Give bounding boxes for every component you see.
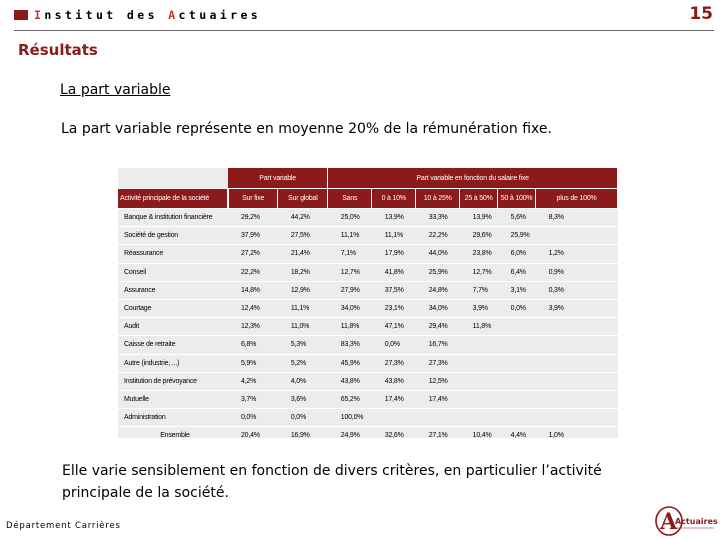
table-cell: 17,4% xyxy=(416,390,460,408)
table-row xyxy=(118,245,618,263)
column-header: plus de 100% xyxy=(536,189,618,209)
table-cell: 1,0% xyxy=(536,427,618,445)
table-cell xyxy=(416,409,460,427)
column-header: Sans xyxy=(328,189,372,209)
table-cell: 13,9% xyxy=(372,209,416,227)
subtitle: La part variable xyxy=(60,82,171,98)
table-cell: 65,2% xyxy=(328,390,372,408)
group-header-part-variable: Part variable xyxy=(228,168,328,189)
table-cell: 0,0% xyxy=(498,299,536,317)
table-cell: 13,9% xyxy=(460,209,498,227)
table-cell: 0,0% xyxy=(278,409,328,427)
logo-wordmark: Actuaires xyxy=(675,517,718,526)
table-cell: 34,0% xyxy=(416,299,460,317)
row-label: Audit xyxy=(118,318,228,336)
row-label: Caisse de retraite xyxy=(118,336,228,354)
row-label: Assurance xyxy=(118,281,228,299)
table-row xyxy=(118,263,618,281)
row-label: Réassurance xyxy=(118,245,228,263)
table-cell: 45,9% xyxy=(328,354,372,372)
table-row xyxy=(118,227,618,245)
table-cell xyxy=(498,372,536,390)
table-cell: 43,8% xyxy=(372,372,416,390)
intro-text: La part variable représente en moyenne 20% de la rémunération fixe. xyxy=(61,121,552,137)
row-label: Conseil xyxy=(118,263,228,281)
table-cell: 11,8% xyxy=(460,318,498,336)
table-cell: 11,1% xyxy=(372,227,416,245)
row-label: Ensemble xyxy=(118,427,228,445)
table-cell: 27,2% xyxy=(228,245,278,263)
row-label: Administration xyxy=(118,409,228,427)
header-logo-mark xyxy=(14,10,28,20)
table-cell: 12,5% xyxy=(416,372,460,390)
table-cell: 47,1% xyxy=(372,318,416,336)
row-label: Courtage xyxy=(118,299,228,317)
table-cell: 12,9% xyxy=(278,281,328,299)
results-table-panel xyxy=(118,168,618,438)
table-cell: 0,3% xyxy=(536,281,618,299)
column-header: Sur fixe xyxy=(228,189,278,209)
table-cell: 5,9% xyxy=(228,354,278,372)
table-cell: 5,2% xyxy=(278,354,328,372)
table-cell xyxy=(536,354,618,372)
table-cell: 3,6% xyxy=(278,390,328,408)
table-row xyxy=(118,318,618,336)
table-cell: 27,9% xyxy=(328,281,372,299)
table-cell: 16,9% xyxy=(278,427,328,445)
row-label: Banque & institution financière xyxy=(118,209,228,227)
table-cell xyxy=(536,227,618,245)
table-cell: 7,7% xyxy=(460,281,498,299)
table-cell xyxy=(536,390,618,408)
column-header: 50 à 100% xyxy=(498,189,536,209)
table-row xyxy=(118,390,618,408)
column-header: 25 à 50% xyxy=(460,189,498,209)
table-cell: 0,9% xyxy=(536,263,618,281)
outro-text: Elle varie sensiblement en fonction de divers critères, en particulier l’activité principale de la société. xyxy=(62,463,602,501)
table-cell: 37,5% xyxy=(372,281,416,299)
header-brand-name: Institut des Actuaires xyxy=(34,8,262,22)
table-cell: 3,9% xyxy=(536,299,618,317)
table-cell: 14,8% xyxy=(228,281,278,299)
column-header-activity: Activité principale de la société xyxy=(118,189,228,209)
svg-text:A: A xyxy=(660,509,678,535)
table-cell: 17,9% xyxy=(372,245,416,263)
table-cell xyxy=(536,372,618,390)
row-label: Mutuelle xyxy=(118,390,228,408)
table-cell: 11,0% xyxy=(278,318,328,336)
actuaires-logo xyxy=(654,505,718,537)
table-cell: 41,8% xyxy=(372,263,416,281)
table-cell: 16,7% xyxy=(416,336,460,354)
table-cell: 29,6% xyxy=(460,227,498,245)
table-cell xyxy=(498,336,536,354)
header-blank-cell xyxy=(118,168,228,189)
table-cell: 25,9% xyxy=(416,263,460,281)
table-cell xyxy=(498,409,536,427)
table-cell: 3,7% xyxy=(228,390,278,408)
group-header-by-salary: Part variable en fonction du salaire fixe xyxy=(328,168,618,189)
table-cell: 0,0% xyxy=(372,336,416,354)
table-cell: 24,8% xyxy=(416,281,460,299)
table-cell: 44,2% xyxy=(278,209,328,227)
table-cell: 4,2% xyxy=(228,372,278,390)
table-cell: 32,6% xyxy=(372,427,416,445)
table-cell: 4,4% xyxy=(498,427,536,445)
table-cell xyxy=(460,336,498,354)
table-cell: 22,2% xyxy=(228,263,278,281)
table-cell: 22,2% xyxy=(416,227,460,245)
table-cell: 83,3% xyxy=(328,336,372,354)
table-cell: 29,2% xyxy=(228,209,278,227)
table-row xyxy=(118,372,618,390)
column-header-row xyxy=(118,189,618,209)
table-cell: 12,7% xyxy=(328,263,372,281)
table-cell xyxy=(498,318,536,336)
table-cell xyxy=(460,354,498,372)
table-row xyxy=(118,409,618,427)
table-cell: 12,3% xyxy=(228,318,278,336)
table-cell: 5,6% xyxy=(498,209,536,227)
table-cell: 18,2% xyxy=(278,263,328,281)
row-label: Institution de prévoyance xyxy=(118,372,228,390)
table-cell: 27,3% xyxy=(416,354,460,372)
table-cell: 24,9% xyxy=(328,427,372,445)
table-cell: 17,4% xyxy=(372,390,416,408)
table-cell: 20,4% xyxy=(228,427,278,445)
table-cell: 0,0% xyxy=(228,409,278,427)
table-row xyxy=(118,281,618,299)
table-cell xyxy=(460,409,498,427)
table-cell: 23,8% xyxy=(460,245,498,263)
column-header: 0 à 10% xyxy=(372,189,416,209)
table-cell: 29,4% xyxy=(416,318,460,336)
page-number: 15 xyxy=(689,4,713,24)
table-row xyxy=(118,299,618,317)
row-label: Autre (industrie, ...) xyxy=(118,354,228,372)
table-cell: 6,0% xyxy=(498,245,536,263)
table-cell: 34,0% xyxy=(328,299,372,317)
table-cell xyxy=(498,390,536,408)
table-cell: 43,8% xyxy=(328,372,372,390)
table-cell: 3,1% xyxy=(498,281,536,299)
table-cell: 4,0% xyxy=(278,372,328,390)
table-cell xyxy=(460,390,498,408)
table-cell: 3,9% xyxy=(460,299,498,317)
table-cell xyxy=(460,372,498,390)
row-label: Société de gestion xyxy=(118,227,228,245)
table-cell: 1,2% xyxy=(536,245,618,263)
table-cell: 6,4% xyxy=(498,263,536,281)
table-cell: 8,3% xyxy=(536,209,618,227)
table-cell: 27,1% xyxy=(416,427,460,445)
table-cell xyxy=(536,409,618,427)
table-cell: 44,0% xyxy=(416,245,460,263)
results-table xyxy=(118,168,618,445)
table-cell: 6,8% xyxy=(228,336,278,354)
column-header: Sur global xyxy=(278,189,328,209)
table-cell: 11,1% xyxy=(278,299,328,317)
table-row xyxy=(118,209,618,227)
table-row xyxy=(118,354,618,372)
table-cell: 5,3% xyxy=(278,336,328,354)
table-cell: 100,0% xyxy=(328,409,372,427)
table-cell: 33,3% xyxy=(416,209,460,227)
table-cell: 27,5% xyxy=(278,227,328,245)
table-cell: 11,1% xyxy=(328,227,372,245)
column-header: 10 à 25% xyxy=(416,189,460,209)
table-row xyxy=(118,336,618,354)
table-cell: 7,1% xyxy=(328,245,372,263)
table-cell xyxy=(536,336,618,354)
table-cell: 37,9% xyxy=(228,227,278,245)
table-cell: 25,9% xyxy=(498,227,536,245)
table-cell: 11,8% xyxy=(328,318,372,336)
table-cell xyxy=(536,318,618,336)
footer-department: Département Carrières xyxy=(6,521,121,531)
section-title: Résultats xyxy=(18,41,98,59)
table-cell: 21,4% xyxy=(278,245,328,263)
table-cell xyxy=(372,409,416,427)
table-total-row xyxy=(118,427,618,445)
table-cell: 23,1% xyxy=(372,299,416,317)
header-divider xyxy=(14,30,714,31)
table-cell: 25,0% xyxy=(328,209,372,227)
table-cell: 12,7% xyxy=(460,263,498,281)
table-cell: 10,4% xyxy=(460,427,498,445)
table-cell: 27,3% xyxy=(372,354,416,372)
table-cell xyxy=(498,354,536,372)
table-cell: 12,4% xyxy=(228,299,278,317)
